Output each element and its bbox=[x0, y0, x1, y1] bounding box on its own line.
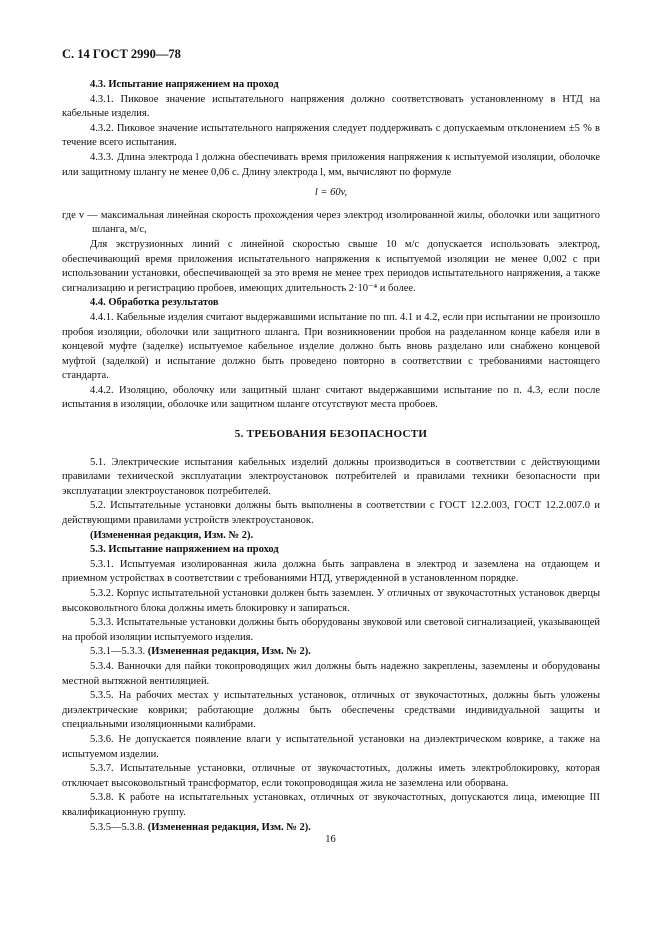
formula-explanation: где v — максимальная линейная скорость прохождения через электрод изолированной жилы, оболочки или защитного шланга, м/с, bbox=[62, 209, 600, 236]
paragraph: 5.3.3. Испытательные установки должны быть оборудованы звуковой или световой сигнализацией, указывающей на пробой изоляции испытуемого изделия. bbox=[62, 617, 600, 643]
paragraph: 5.3.2. Корпус испытательной установки должен быть заземлен. У отличных от звукочастотных установок дверцы высоковольтного блока должны иметь блокировку и запираться. bbox=[62, 588, 600, 614]
amendment-note bbox=[62, 821, 600, 836]
paragraph: 5.3.4. Ванночки для пайки токопроводящих жил должны быть надежно закреплены, заземлены и оборудованы местной вытяжной вентиляцией. bbox=[62, 660, 600, 687]
subsection-heading: (Измененная редакция, Изм. № 2). bbox=[90, 529, 254, 541]
amendment-label: (Измененная редакция, Изм. № 2). bbox=[147, 646, 311, 658]
paragraph: 5.1. Электрические испытания кабельных изделий должны производиться в соответствии с действующими правилами технической эксплуатации электроустановок потребителей и правилами техники безопасности при эксплуатации электроустановок потребителей. bbox=[62, 456, 600, 497]
formula: l = 60v, bbox=[314, 187, 348, 199]
paragraph: 5.3.1. Испытуемая изолированная жила должна быть заправлена в электрод и заземлена на отдающем и приемном устройствах в соответствии с требованиями НТД, утвержденной в установленном порядке. bbox=[62, 558, 600, 585]
subsection-heading: 4.3. Испытание напряжением на проход bbox=[90, 79, 279, 90]
clause-range: 5.3.5—5.3.8. bbox=[90, 821, 148, 833]
section-heading: 5. ТРЕБОВАНИЯ БЕЗОПАСНОСТИ bbox=[234, 428, 428, 441]
amendment-label: (Измененная редакция, Изм. № 2). bbox=[147, 821, 311, 833]
paragraph: 4.3.1. Пиковое значение испытательного напряжения должно соответствовать установленному в НТД на кабельные изделия. bbox=[62, 93, 600, 120]
paragraph: 5.2. Испытательные установки должны быть выполнены в соответствии с ГОСТ 12.2.003, ГОСТ 12.2.007.0 и действующими правилами устройств электроустановок. bbox=[62, 500, 600, 527]
subsection-heading: 4.4. Обработка результатов bbox=[90, 297, 219, 309]
paragraph: 4.4.2. Изоляцию, оболочку или защитный шланг считают выдержавшими испытание по п. 4.3, если после испытания в изоляции, оболочке или защитном шланге отсутствуют места пробоев. bbox=[62, 384, 600, 411]
document-body bbox=[62, 78, 600, 835]
paragraph: 4.3.2. Пиковое значение испытательного напряжения следует поддерживать с допускаемым отклонением ±5 % в течение всего испытания. bbox=[62, 122, 600, 149]
page-header: С. 14 ГОСТ 2990—78 bbox=[62, 47, 181, 61]
page-number: 16 bbox=[325, 834, 336, 845]
amendment-note bbox=[62, 645, 600, 660]
clause-range: 5.3.1—5.3.3. bbox=[90, 646, 148, 658]
subsection-heading: 5.3. Испытание напряжением на проход bbox=[90, 544, 279, 556]
paragraph: 4.4.1. Кабельные изделия считают выдержавшими испытание по пп. 4.1 и 4.2, если при испытании не произошло пробоя изоляции, оболочки или защитного шланга. При возникновении пробоя на разделанном конце кабеля или в концевой муфте (заделке) испытуемое кабельное изделие должно быть вновь разделано или снабжено концевой муфтой (заделкой) и испытание должно быть проведено повторно в соответствии с требованиями настоящего стандарта. bbox=[62, 311, 600, 382]
paragraph: 5.3.7. Испытательные установки, отличные от звукочастотных, должны иметь электроблокировку, которая отключает высоковольтный трансформатор, если токопроводящая жила не заземлена или оборвана. bbox=[62, 763, 600, 789]
paragraph: 5.3.5. На рабочих местах у испытательных установок, отличных от звукочастотных, должны быть уложены диэлектрические коврики; работающие должны быть обеспечены средствами индивидуальной защиты и специальными изоляционными калибрами. bbox=[62, 690, 600, 731]
paragraph: Для экструзионных линий с линейной скоростью свыше 10 м/с допускается использовать электрод, обеспечивающий время приложения испытательного напряжения к испытуемой изоляции не менее 0,002 с при использовании установки, обеспечивающей за это время не менее трех периодов испытательного напряжения, а также сигнализацию и регистрацию пробоев, имеющих длительность 2·10⁻⁴ и более. bbox=[62, 238, 600, 294]
paragraph: 4.3.3. Длина электрода l должна обеспечивать время приложения напряжения к испытуемой изоляции, оболочке или защитному шлангу не менее 0,06 с. Длину электрода l, мм, вычисляют по формуле bbox=[62, 151, 600, 178]
paragraph: 5.3.8. К работе на испытательных установках, отличных от звукочастотных, допускаются лица, имеющие III квалификационную группу. bbox=[62, 792, 600, 818]
paragraph: 5.3.6. Не допускается появление влаги у испытательной установки на диэлектрическом коврике, а также на испытуемом изделии. bbox=[62, 733, 600, 760]
